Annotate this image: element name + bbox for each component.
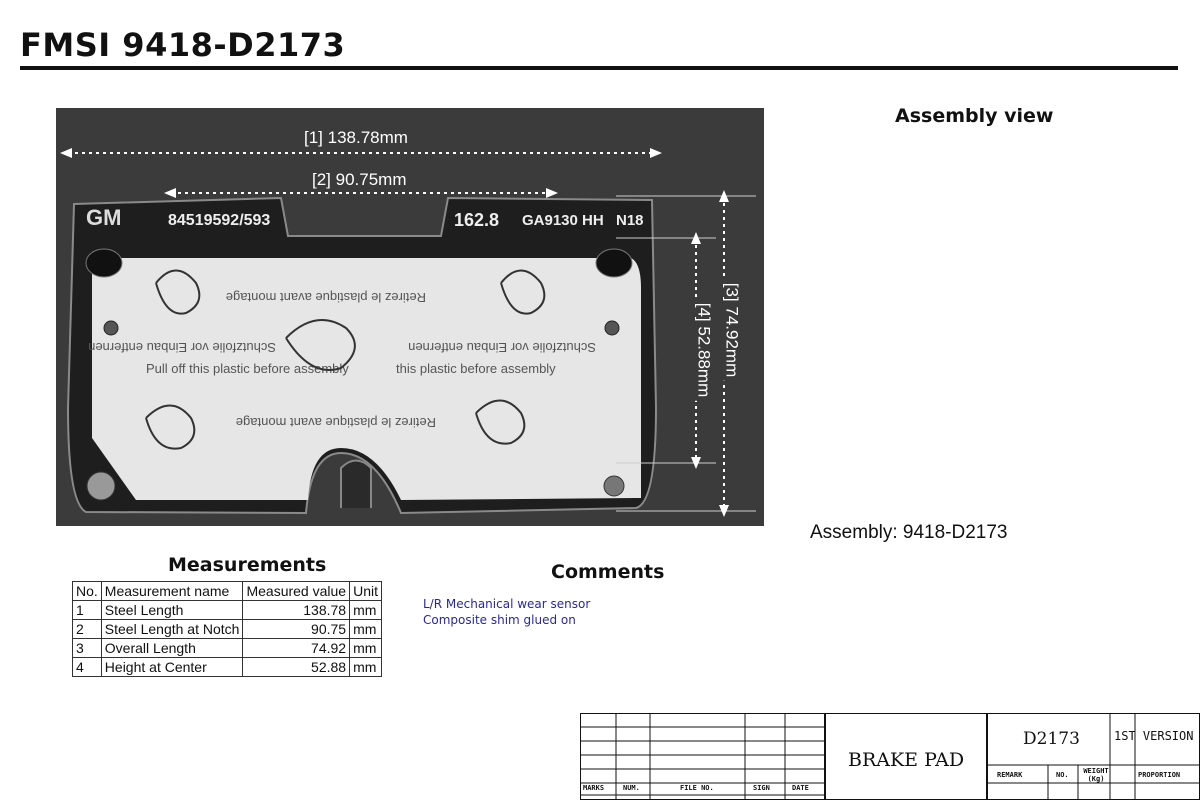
tb-version: 1ST VERSION (1114, 729, 1194, 743)
assembly-caption: Assembly: 9418-D2173 (810, 522, 1008, 543)
tb-sign-label: SIGN (753, 784, 770, 792)
brake-pad-photo (56, 108, 764, 526)
center-notch (341, 461, 371, 509)
row-name: Height at Center (101, 658, 243, 677)
row-unit: mm (350, 658, 382, 677)
tb-remark-label: REMARK (997, 771, 1023, 779)
row-value: 138.78 (243, 601, 350, 620)
table-row (73, 620, 382, 639)
title-divider (20, 66, 1178, 70)
svg-text:this plastic before assembly: this plastic before assembly (396, 361, 556, 376)
drawing-title-block (580, 713, 1200, 800)
svg-text:Schutzfolie vor Einbau entfern: Schutzfolie vor Einbau entfernen (408, 340, 596, 355)
document-title: FMSI 9418-D2173 (20, 26, 346, 64)
header-unit: Unit (350, 582, 382, 601)
pad-code: 162.8 (454, 210, 500, 230)
table-row (73, 658, 382, 677)
header-no: No. (73, 582, 102, 601)
row-no: 2 (73, 620, 102, 639)
row-value: 74.92 (243, 639, 350, 658)
table-header-row (73, 582, 382, 601)
mounting-hole-right (596, 249, 632, 277)
tb-date-label: DATE (792, 784, 809, 792)
measurements-table (72, 581, 382, 677)
pad-compound: GA9130 HH (522, 212, 604, 229)
tb-proportion-label: PROPORTION (1138, 771, 1181, 779)
row-unit: mm (350, 620, 382, 639)
table-row (73, 639, 382, 658)
row-unit: mm (350, 601, 382, 620)
svg-text:Retirez le plastique avant mon: Retirez le plastique avant montage (235, 415, 436, 430)
row-no: 3 (73, 639, 102, 658)
tb-file-label: FILE NO. (680, 784, 714, 792)
svg-text:Schutzfolie vor Einbau entfern: Schutzfolie vor Einbau entfernen (88, 340, 276, 355)
tb-num-label: NUM. (623, 784, 640, 792)
rivet-right (605, 321, 619, 335)
row-value: 52.88 (243, 658, 350, 677)
comments-title: Comments (551, 561, 665, 583)
comment-line: Composite shim glued on (423, 613, 576, 627)
row-no: 4 (73, 658, 102, 677)
mounting-hole-left (86, 249, 122, 277)
table-row (73, 601, 382, 620)
measurements-title: Measurements (168, 554, 327, 576)
dimension-label-1: [1] 138.78mm (301, 128, 411, 148)
sensor-hole-left (87, 472, 115, 500)
dimension-label-2: [2] 90.75mm (309, 170, 410, 190)
row-no: 1 (73, 601, 102, 620)
row-value: 90.75 (243, 620, 350, 639)
dimension-label-3: [3] 74.92mm (721, 280, 741, 381)
row-name: Overall Length (101, 639, 243, 658)
svg-text:Pull off this plastic before a: Pull off this plastic before assembly (146, 361, 349, 376)
rivet-left (104, 321, 118, 335)
header-name: Measurement name (101, 582, 243, 601)
tb-marks-label: MARKS (583, 784, 605, 792)
comments-list (423, 596, 590, 628)
pad-extra-marking: N18 (616, 212, 644, 229)
row-name: Steel Length (101, 601, 243, 620)
tb-no-label: NO. (1056, 771, 1069, 779)
comment-line: L/R Mechanical wear sensor (423, 597, 591, 611)
tb-part-number: D2173 (1023, 729, 1080, 749)
pad-part-number: 84519592/593 (168, 212, 271, 229)
assembly-view-title: Assembly view (895, 105, 1054, 127)
row-unit: mm (350, 639, 382, 658)
dimension-label-4: [4] 52.88mm (693, 300, 713, 401)
brake-pad-illustration (56, 108, 764, 526)
pad-brand-logo: GM (86, 205, 122, 230)
svg-text:Retirez le plastique avant mon: Retirez le plastique avant montage (225, 290, 426, 305)
tb-weight-label: WEIGHT (Kg) (1083, 767, 1109, 783)
row-name: Steel Length at Notch (101, 620, 243, 639)
header-value: Measured value (243, 582, 350, 601)
tb-drawing-name: BRAKE PAD (848, 749, 965, 771)
sensor-hole-right (604, 476, 624, 496)
